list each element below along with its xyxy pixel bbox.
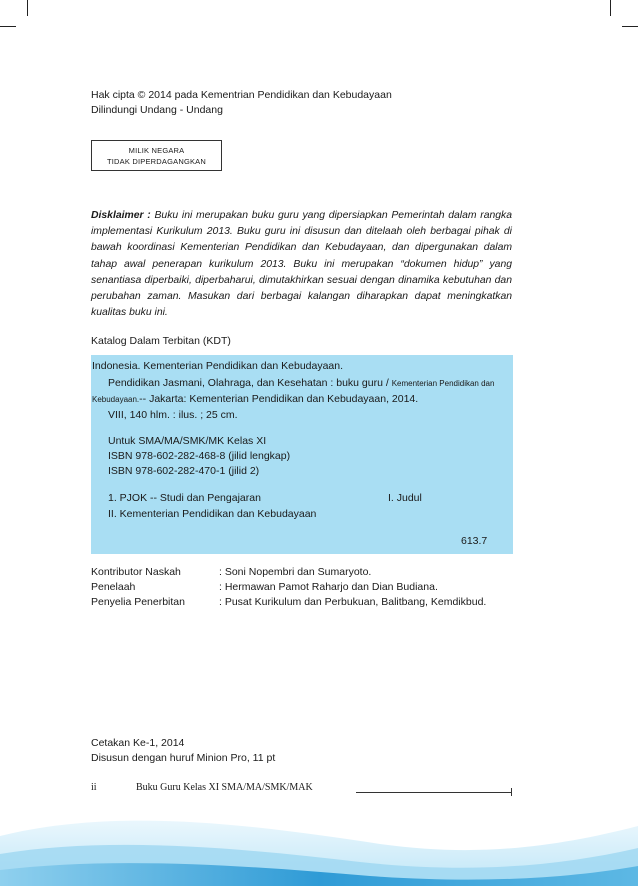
crop-mark — [622, 26, 638, 27]
disclaimer-text: Buku ini merupakan buku guru yang dipersiapkan Pemerintah dalam rangka implementasi Kurikulum 2013. Buku guru ini disusun dan ditelaah oleh berbagai pihak di bawah koordinasi Kementerian Pendidikan dan Kebudayaan, dan dipergunakan dalam tahap awal penerapan kurikulum 2013. Buku ini merupakan “dokumen hidup” yang senantiasa diperbaiki, diperbaharui, dimutakhirkan sesuai dengan dinamika kebutuhan dan perubahan zaman. Masukan dari berbagai kalangan diharapkan dapat meningkatkan kualitas buku ini. — [91, 210, 513, 319]
stamp-line-1: MILIK NEGARA — [128, 146, 185, 155]
crop-mark — [0, 26, 16, 27]
kdt-line: ISBN 978-602-282-468-8 (jilid lengkap) — [108, 450, 291, 462]
disclaimer — [91, 208, 512, 321]
contributor-name: : Pusat Kurikulum dan Perbukuan, Balitbang, Kemdikbud. — [219, 596, 487, 608]
kdt-call-number: 613.7 — [461, 535, 488, 547]
crop-mark — [610, 0, 611, 16]
page-number: ii — [91, 782, 97, 793]
edition-line: Cetakan Ke-1, 2014 — [91, 737, 185, 749]
wave-decoration — [0, 796, 638, 886]
protection-line: Dilindungi Undang - Undang — [91, 104, 223, 116]
kdt-line: ISBN 978-602-282-470-1 (jilid 2) — [108, 465, 260, 477]
kdt-author-text: Kementerian Pendidikan dan — [391, 379, 495, 388]
contributor-role: Kontributor Naskah — [91, 566, 181, 578]
contributor-name: : Hermawan Pamot Raharjo dan Dian Budiana. — [219, 581, 438, 593]
kdt-line: II. Kementerian Pendidikan dan Kebudayaan — [108, 508, 317, 520]
stamp-line-2: TIDAK DIPERDAGANGKAN — [106, 157, 207, 166]
state-property-stamp — [91, 140, 222, 171]
kdt-line: Indonesia. Kementerian Pendidikan dan Kebudayaan. — [92, 360, 344, 372]
contributor-name: : Soni Nopembri dan Sumaryoto. — [219, 566, 372, 578]
kdt-line — [108, 377, 494, 389]
kdt-line: 1. PJOK -- Studi dan Pengajaran — [108, 492, 261, 504]
crop-mark — [27, 0, 28, 16]
kdt-line: VIII, 140 hlm. : ilus. ; 25 cm. — [108, 409, 238, 421]
contributor-role: Penelaah — [91, 581, 136, 593]
copyright-line: Hak cipta © 2014 pada Kementrian Pendidikan dan Kebudayaan — [91, 89, 392, 101]
disclaimer-label: Disklaimer : — [91, 210, 151, 221]
kdt-title-text: Pendidikan Jasmani, Olahraga, dan Kesehatan : buku guru / — [108, 377, 389, 389]
kdt-publisher-text: -- Jakarta: Kementerian Pendidikan dan Kebudayaan, 2014. — [139, 393, 419, 405]
kdt-line: Untuk SMA/MA/SMK/MK Kelas XI — [108, 435, 267, 447]
kdt-line: I. Judul — [388, 492, 422, 504]
font-note-line: Disusun dengan huruf Minion Pro, 11 pt — [91, 752, 276, 764]
book-title: Buku Guru Kelas XI SMA/MA/SMK/MAK — [136, 782, 313, 793]
kdt-box — [91, 355, 513, 554]
contributor-role: Penyelia Penerbitan — [91, 596, 185, 608]
kdt-line — [92, 393, 418, 405]
kdt-heading: Katalog Dalam Terbitan (KDT) — [91, 335, 231, 347]
footer-rule — [356, 792, 512, 793]
footer-rule-end — [511, 788, 512, 796]
kdt-author-text: Kebudayaan. — [92, 395, 140, 404]
